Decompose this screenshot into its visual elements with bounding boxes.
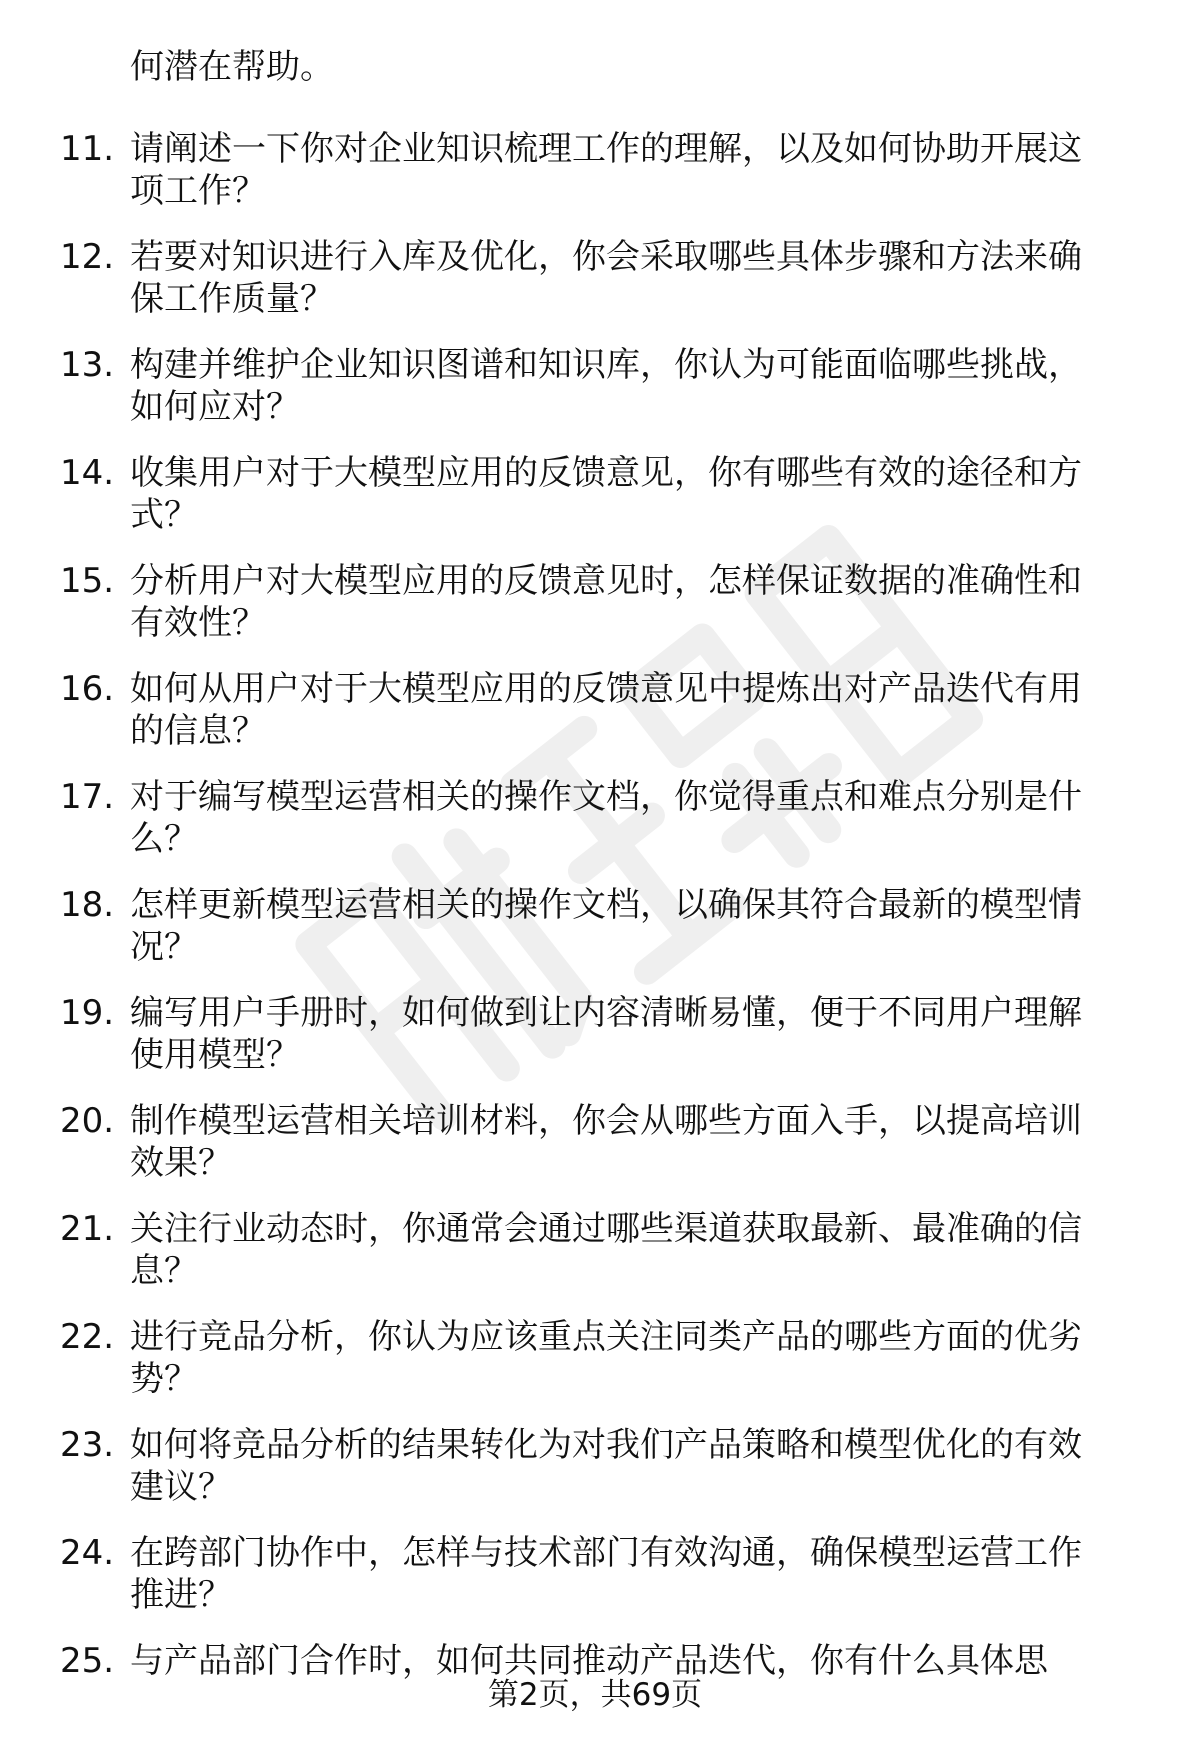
question-text-line: 如何将竞品分析的结果转化为对我们产品策略和模型优化的有效 [130, 1425, 1082, 1465]
question-number: 11. [60, 129, 115, 169]
question-text-line: 建议？ [130, 1467, 232, 1507]
question-text-line: 对于编写模型运营相关的操作文档，你觉得重点和难点分别是什 [130, 777, 1082, 817]
question-number: 13. [60, 345, 115, 385]
question-number: 22. [60, 1317, 115, 1357]
question-text-line: 关注行业动态时，你通常会通过哪些渠道获取最新、最准确的信 [130, 1209, 1082, 1249]
continuation-text: 何潜在帮助。 [130, 47, 334, 87]
question-text-line: 在跨部门协作中，怎样与技术部门有效沟通，确保模型运营工作 [130, 1533, 1082, 1573]
question-text-line: 怎样更新模型运营相关的操作文档，以确保其符合最新的模型情 [130, 885, 1082, 925]
question-text-line: 分析用户对大模型应用的反馈意见时，怎样保证数据的准确性和 [130, 561, 1082, 601]
question-text-line: 推进？ [130, 1575, 232, 1615]
question-number: 23. [60, 1425, 115, 1465]
question-text-line: 式？ [130, 495, 198, 535]
question-number: 21. [60, 1209, 115, 1249]
question-text-line: 效果？ [130, 1143, 232, 1183]
question-text-line: 息？ [130, 1251, 198, 1291]
question-item [60, 992, 1150, 1076]
question-item [60, 344, 1150, 428]
question-number: 17. [60, 777, 115, 817]
question-text-line: 若要对知识进行入库及优化，你会采取哪些具体步骤和方法来确 [130, 237, 1082, 277]
question-list [60, 128, 1150, 1682]
question-number: 15. [60, 561, 115, 601]
question-number: 16. [60, 669, 115, 709]
question-number: 14. [60, 453, 115, 493]
question-content [60, 46, 1150, 1706]
question-text-line: 如何应对？ [130, 387, 300, 427]
question-text-line: 项工作？ [130, 171, 266, 211]
question-text-line: 构建并维护企业知识图谱和知识库，你认为可能面临哪些挑战， [130, 345, 1082, 385]
question-number: 20. [60, 1101, 115, 1141]
question-item [60, 1424, 1150, 1508]
question-number: 19. [60, 993, 115, 1033]
question-text-line: 的信息？ [130, 711, 266, 751]
question-item [60, 776, 1150, 860]
question-text-line: 制作模型运营相关培训材料，你会从哪些方面入手，以提高培训 [130, 1101, 1082, 1141]
question-text-line: 收集用户对于大模型应用的反馈意见，你有哪些有效的途径和方 [130, 453, 1082, 493]
question-text-line: 使用模型？ [130, 1035, 300, 1075]
question-text-line: 与产品部门合作时，如何共同推动产品迭代，你有什么具体思 [130, 1641, 1048, 1681]
question-number: 12. [60, 237, 115, 277]
question-text-line: 么？ [130, 819, 198, 859]
question-item [60, 1316, 1150, 1400]
question-item [60, 884, 1150, 968]
question-item [60, 128, 1150, 212]
question-item [60, 1208, 1150, 1292]
question-text-line: 请阐述一下你对企业知识梳理工作的理解，以及如何协助开展这 [130, 129, 1082, 169]
question-text-line: 况？ [130, 927, 198, 967]
page-footer: 第2页，共69页 [487, 1677, 703, 1713]
question-number: 24. [60, 1533, 115, 1573]
question-text-line: 保工作质量？ [130, 279, 334, 319]
question-text-line: 进行竞品分析，你认为应该重点关注同类产品的哪些方面的优劣 [130, 1317, 1082, 1357]
question-item [60, 236, 1150, 320]
question-item [60, 668, 1150, 752]
question-text-line: 势？ [130, 1359, 198, 1399]
question-text-line: 如何从用户对于大模型应用的反馈意见中提炼出对产品迭代有用 [130, 669, 1082, 709]
question-text-line: 有效性？ [130, 603, 266, 643]
question-text-line: 编写用户手册时，如何做到让内容清晰易懂，便于不同用户理解 [130, 993, 1082, 1033]
question-number: 25. [60, 1641, 115, 1681]
question-number: 18. [60, 885, 115, 925]
question-item [60, 560, 1150, 644]
question-item [60, 452, 1150, 536]
question-item [60, 1100, 1150, 1184]
question-item [60, 1532, 1150, 1616]
